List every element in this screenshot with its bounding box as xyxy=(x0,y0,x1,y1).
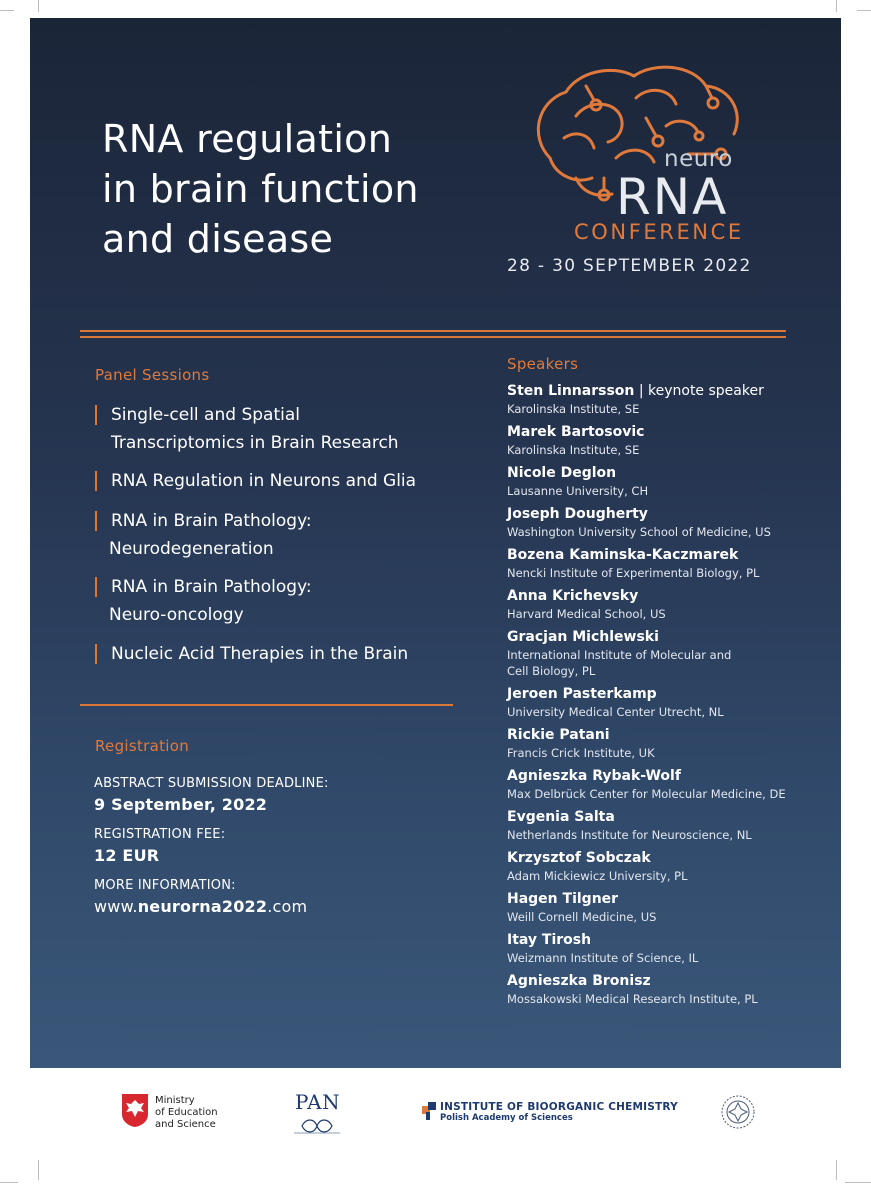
title-line: RNA regulation xyxy=(102,117,393,161)
speaker-name-text: Nicole Deglon xyxy=(507,465,617,481)
session-bullet xyxy=(95,644,97,664)
crop-mark xyxy=(836,1160,837,1180)
speaker-item xyxy=(507,423,827,458)
panel-session xyxy=(95,401,475,457)
conference-dates: 28 - 30 SEPTEMBER 2022 xyxy=(507,256,752,276)
speakers-heading: Speakers xyxy=(507,355,579,373)
info-label: MORE INFORMATION: xyxy=(94,878,236,893)
speaker-name xyxy=(507,546,827,565)
session-line: RNA Regulation in Neurons and Glia xyxy=(111,471,417,491)
speaker-item xyxy=(507,726,827,761)
speaker-affiliation: Netherlands Institute for Neuroscience, NL xyxy=(507,828,752,842)
speaker-name-text: Marek Bartosovic xyxy=(507,424,645,440)
deadline-value: 9 September, 2022 xyxy=(94,795,268,814)
speaker-affiliation: Harvard Medical School, US xyxy=(507,607,666,621)
speaker-name xyxy=(507,931,827,950)
session-bullet xyxy=(95,577,97,597)
session-line: Transcriptomics in Brain Research xyxy=(111,433,399,453)
speaker-name-text: Krzysztof Sobczak xyxy=(507,850,651,866)
speaker-name-text: Evgenia Salta xyxy=(507,809,615,825)
pan-logo-text: PAN xyxy=(295,1090,341,1114)
website-name: neurorna2022 xyxy=(137,897,268,916)
logo-rna-text: RNA xyxy=(616,168,729,226)
speaker-name xyxy=(507,972,827,991)
speaker-item xyxy=(507,849,827,884)
divider xyxy=(80,336,786,338)
ministry-line: of Education xyxy=(155,1107,218,1118)
speaker-affiliation: Weill Cornell Medicine, US xyxy=(507,910,657,924)
website-prefix: www. xyxy=(94,897,138,916)
speaker-name xyxy=(507,685,827,704)
speaker-affiliation: International Institute of Molecular and xyxy=(507,648,732,662)
speaker-name-text: Rickie Patani xyxy=(507,727,610,743)
speaker-item xyxy=(507,587,827,622)
conference-poster xyxy=(30,18,841,1068)
ministry-logo-text xyxy=(155,1095,218,1131)
logo-conference-text: CONFERENCE xyxy=(574,220,744,244)
speaker-item xyxy=(507,546,827,581)
fee-value: 12 EUR xyxy=(94,846,160,865)
panel-session xyxy=(95,640,475,668)
speaker-affiliation: Mossakowski Medical Research Institute, PL xyxy=(507,992,758,1006)
pan-infinity-logo-icon xyxy=(292,1116,342,1136)
speaker-affiliation: Washington University School of Medicine, US xyxy=(507,525,771,539)
registration-heading: Registration xyxy=(95,737,190,755)
speaker-name-text: Gracjan Michlewski xyxy=(507,629,659,645)
crop-mark xyxy=(845,1182,871,1183)
poster-title xyxy=(102,114,502,264)
title-line: in brain function xyxy=(102,167,419,211)
speaker-name-text: Anna Krichevsky xyxy=(507,588,639,604)
speaker-name-text: Agnieszka Bronisz xyxy=(507,973,651,989)
speaker-affiliation: Adam Mickiewicz University, PL xyxy=(507,869,688,883)
logo-neuro-text: neuro xyxy=(664,146,733,172)
speaker-name-text: Hagen Tilgner xyxy=(507,891,619,907)
speaker-name xyxy=(507,890,827,909)
speaker-name xyxy=(507,505,827,524)
speaker-name xyxy=(507,849,827,868)
session-line: RNA in Brain Pathology: xyxy=(111,511,312,531)
seal-emblem-icon xyxy=(720,1094,756,1130)
website-link[interactable] xyxy=(94,897,307,916)
crop-mark xyxy=(857,10,871,11)
speaker-item xyxy=(507,808,827,843)
session-line: Neuro-oncology xyxy=(109,605,244,625)
divider xyxy=(80,330,786,332)
speaker-affiliation: Lausanne University, CH xyxy=(507,484,649,498)
speaker-name-text: Agnieszka Rybak-Wolf xyxy=(507,768,681,784)
speaker-item xyxy=(507,890,827,925)
session-line: Neurodegeneration xyxy=(109,539,274,559)
speaker-name-text: Sten Linnarsson xyxy=(507,383,635,399)
speaker-name xyxy=(507,726,827,745)
speaker-affiliation: Nencki Institute of Experimental Biology, PL xyxy=(507,566,760,580)
speaker-name xyxy=(507,464,827,483)
ibch-subtitle: Polish Academy of Sciences xyxy=(440,1113,573,1123)
speaker-name-text: Joseph Dougherty xyxy=(507,506,648,522)
speaker-item xyxy=(507,767,827,802)
crop-mark xyxy=(38,1160,39,1180)
speaker-name xyxy=(507,767,827,786)
keynote-separator: | xyxy=(634,383,648,399)
ibch-name: INSTITUTE OF BIOORGANIC CHEMISTRY xyxy=(440,1101,678,1113)
speaker-item xyxy=(507,382,827,417)
speaker-affiliation: Max Delbrück Center for Molecular Medicine, DE xyxy=(507,787,786,801)
panel-session xyxy=(95,507,475,563)
crop-mark xyxy=(0,10,14,11)
panel-sessions-heading: Panel Sessions xyxy=(95,366,210,384)
fee-label: REGISTRATION FEE: xyxy=(94,827,226,842)
panel-session xyxy=(95,573,475,629)
polish-eagle-emblem-icon xyxy=(120,1092,150,1128)
speaker-name xyxy=(507,808,827,827)
speaker-item xyxy=(507,931,827,966)
session-line: RNA in Brain Pathology: xyxy=(111,577,312,597)
speaker-name-text: Jeroen Pasterkamp xyxy=(507,686,657,702)
session-line: Single-cell and Spatial xyxy=(111,405,300,425)
speakers-list xyxy=(507,382,827,1013)
session-bullet xyxy=(95,471,97,491)
speaker-item xyxy=(507,628,827,679)
title-line: and disease xyxy=(102,217,334,261)
speaker-item xyxy=(507,464,827,499)
ministry-line: Ministry xyxy=(155,1095,195,1106)
speaker-name xyxy=(507,382,827,401)
speaker-item xyxy=(507,505,827,540)
speaker-affiliation: Cell Biology, PL xyxy=(507,664,596,678)
speaker-name xyxy=(507,628,827,647)
speaker-name-text: Bozena Kaminska-Kaczmarek xyxy=(507,547,739,563)
speaker-item xyxy=(507,972,827,1007)
speaker-affiliation: University Medical Center Utrecht, NL xyxy=(507,705,724,719)
session-bullet xyxy=(95,405,97,425)
keynote-role: keynote speaker xyxy=(648,383,764,399)
website-suffix: .com xyxy=(267,897,308,916)
speaker-name xyxy=(507,423,827,442)
crop-mark xyxy=(38,0,39,12)
crop-mark xyxy=(0,1182,18,1183)
speaker-affiliation: Karolinska Institute, SE xyxy=(507,443,640,457)
speaker-affiliation: Karolinska Institute, SE xyxy=(507,402,640,416)
panel-session xyxy=(95,467,475,495)
ibch-emblem-icon xyxy=(420,1100,438,1122)
speaker-affiliation: Weizmann Institute of Science, IL xyxy=(507,951,699,965)
divider xyxy=(80,704,453,706)
session-bullet xyxy=(95,511,97,531)
speaker-item xyxy=(507,685,827,720)
session-line: Nucleic Acid Therapies in the Brain xyxy=(111,644,409,664)
ministry-line: and Science xyxy=(155,1119,216,1130)
speaker-affiliation: Francis Crick Institute, UK xyxy=(507,746,655,760)
crop-mark xyxy=(836,0,837,12)
speaker-name xyxy=(507,587,827,606)
deadline-label: ABSTRACT SUBMISSION DEADLINE: xyxy=(94,776,329,791)
speaker-name-text: Itay Tirosh xyxy=(507,932,592,948)
